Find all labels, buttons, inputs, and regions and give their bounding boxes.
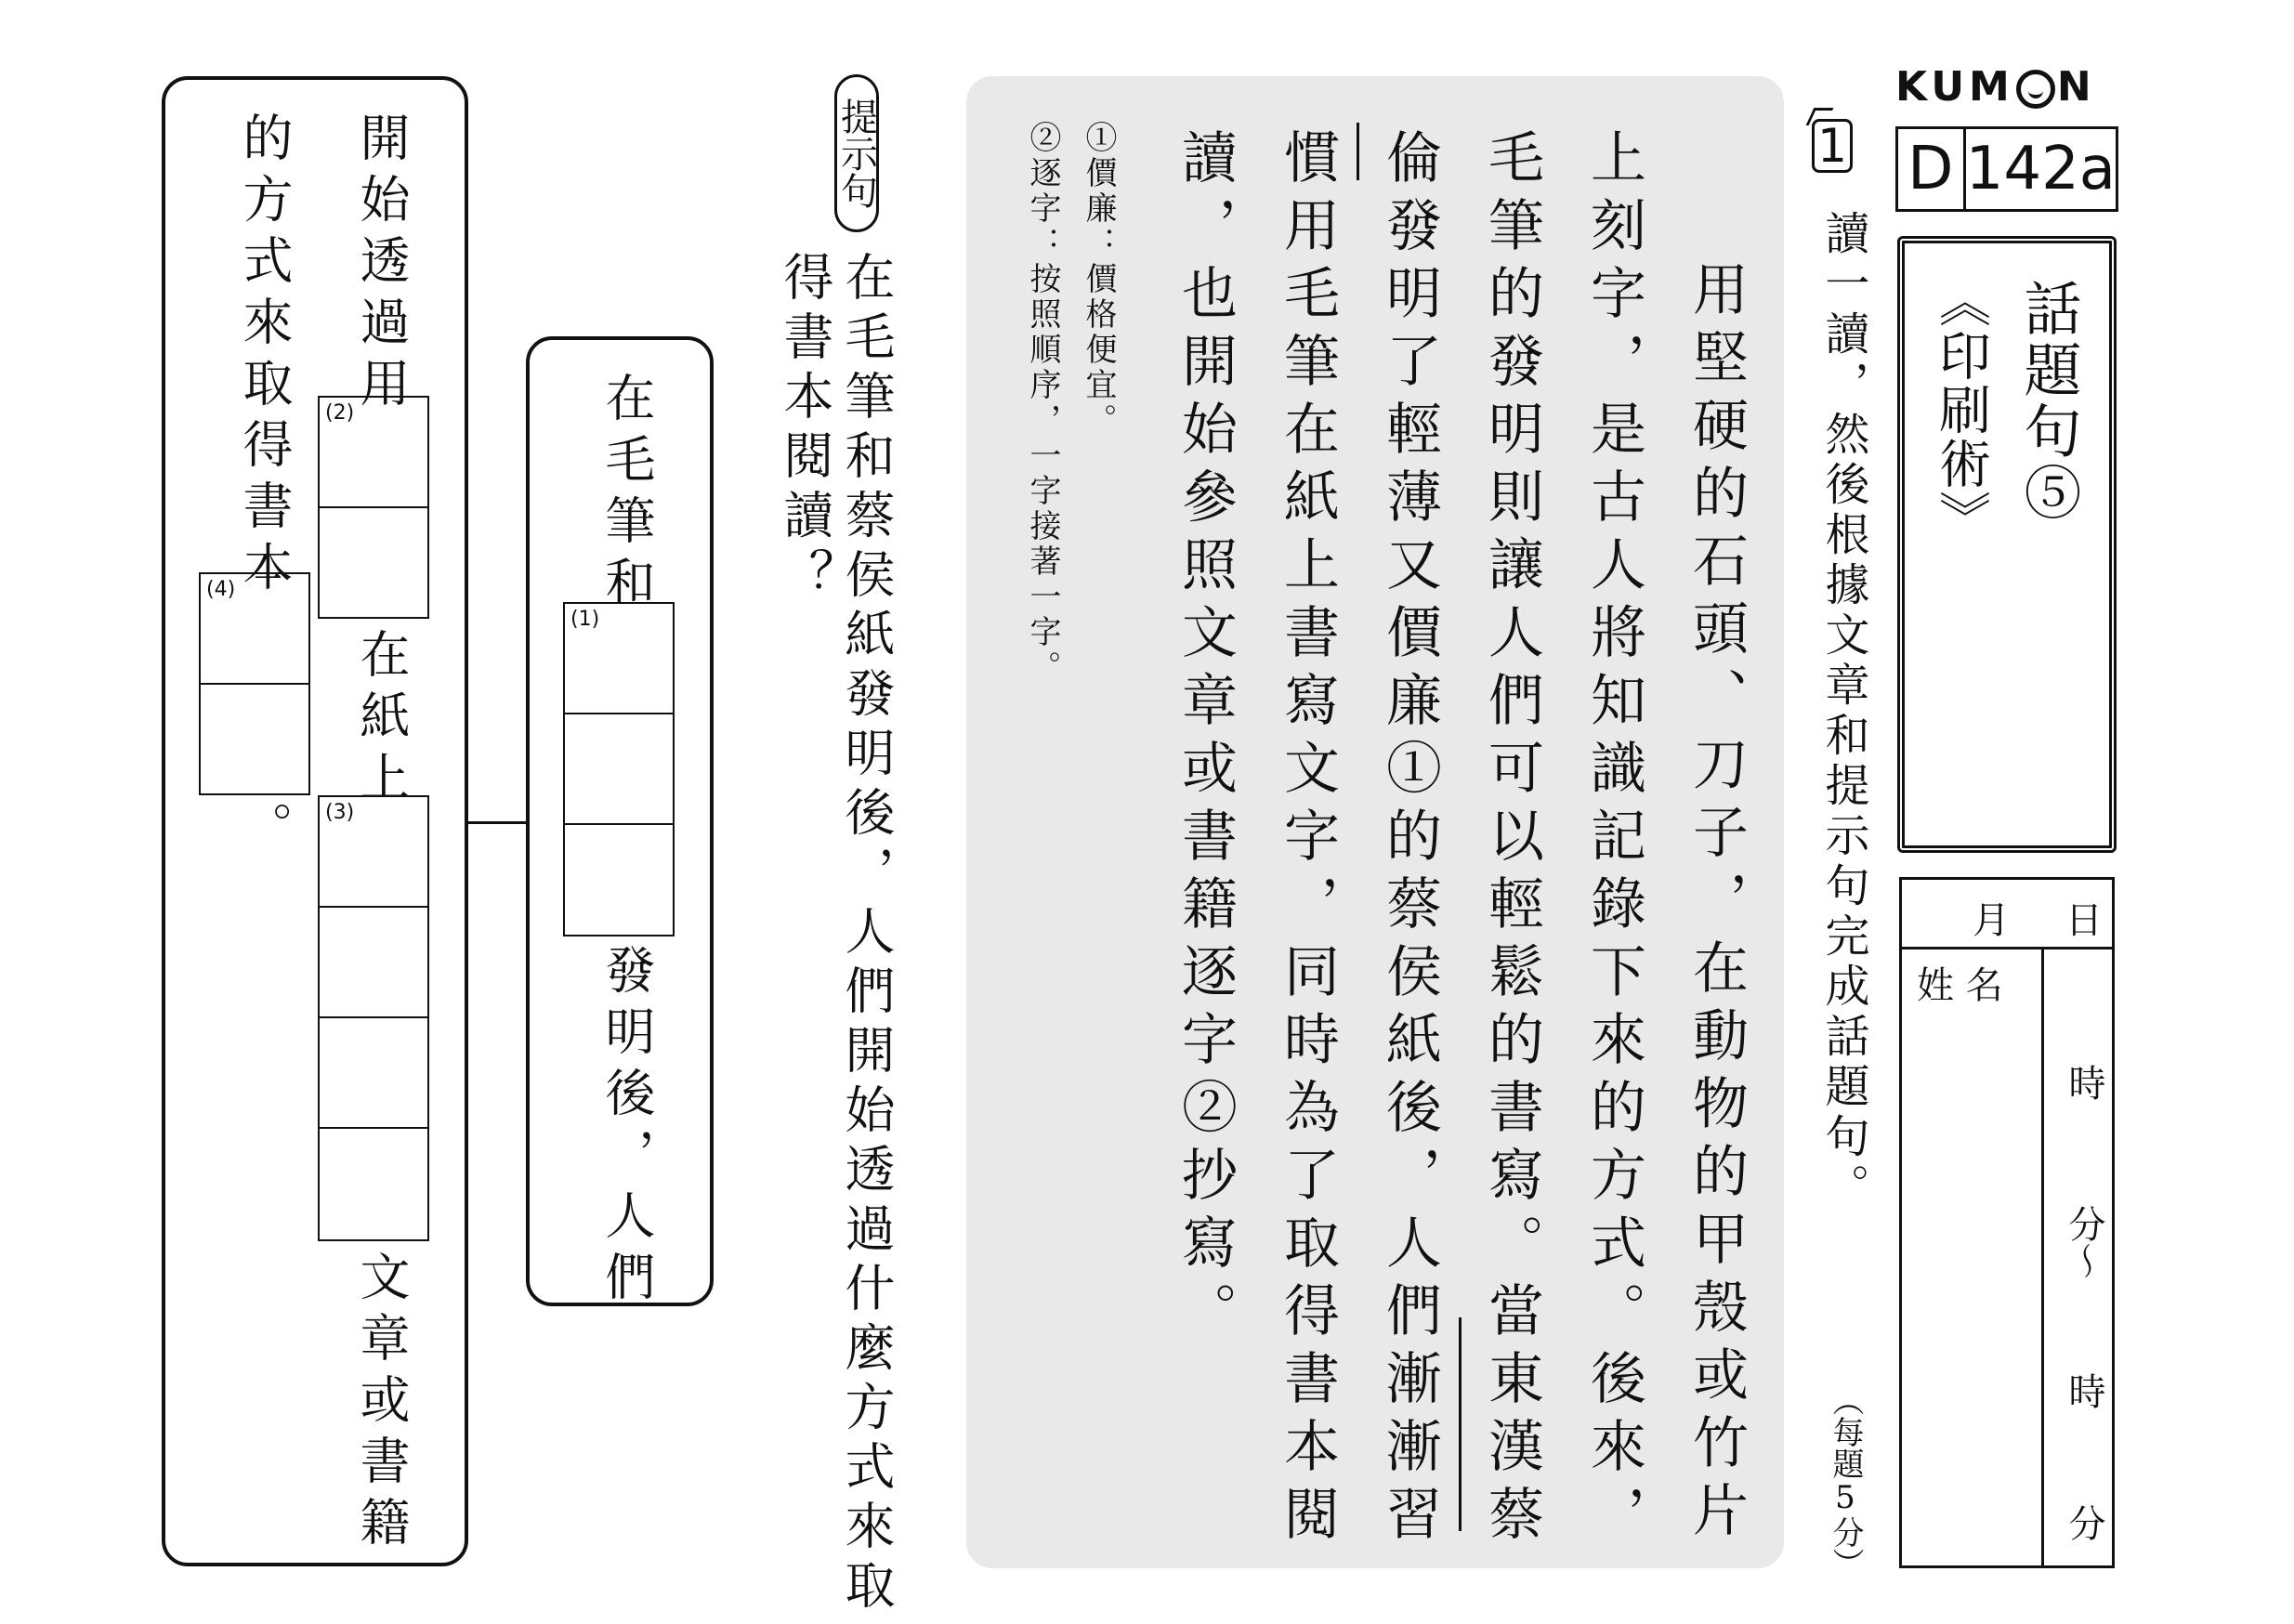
passage-line-1: 用堅硬的石頭、刀子，在動物的甲殼或竹片 (1684, 260, 1749, 1549)
blank-3[interactable] (318, 795, 429, 1241)
logo-smile-icon (2016, 70, 2055, 109)
blank-cell[interactable] (320, 508, 427, 619)
connector-line (468, 821, 526, 824)
blank-1-tag: (1) (570, 608, 600, 631)
end-hour-label: 時 (2063, 1372, 2105, 1409)
name-label: 姓 名 (1917, 964, 2003, 1007)
worksheet-subtitle: 《印刷術》 (1931, 275, 1991, 544)
worksheet-title: 話題句⑤ (2014, 279, 2082, 524)
answer2-col2: 的方式來取得書本 (235, 111, 294, 602)
footnote-1: ①價廉：價格便宜。 (1080, 121, 1117, 439)
hint-badge: 提示句 (834, 74, 879, 232)
answer2-col1-mid: 在紙上 (352, 628, 411, 812)
blank-1[interactable] (563, 602, 675, 936)
passage-line-3: 毛筆的發明則讓人們可以輕鬆的書寫。當東漢蔡 (1479, 128, 1544, 1552)
blank-3-tag: (3) (325, 801, 355, 824)
blank-cell[interactable] (320, 1129, 427, 1239)
blank-4-tag: (4) (206, 578, 236, 601)
answer1-before: 在毛筆和 (597, 372, 656, 617)
passage-line-4: 倫發明了輕薄又價廉①的蔡侯紙後，人們漸漸習 (1377, 128, 1442, 1552)
answer1-after: 發明後，人們 (597, 944, 656, 1312)
passage-line-6: 讀，也開始參照文章或書籍逐字②抄寫。 (1173, 128, 1238, 1349)
footnote-2: ②逐字：按照順序，一字接著一字。 (1024, 121, 1061, 686)
answer2-col1-end: 文章或書籍 (352, 1251, 411, 1557)
level-letter: D (1898, 129, 1966, 209)
blank-2-tag: (2) (325, 401, 355, 425)
proper-noun-underline-2 (1357, 123, 1359, 180)
question-instruction: 讀一讀，然後根據文章和提示句完成話題句。 (1817, 210, 1869, 1213)
blank-cell[interactable] (565, 825, 673, 936)
start-minute-label: 分～ (2063, 1205, 2105, 1279)
proper-noun-underline (1459, 1317, 1462, 1531)
blank-cell[interactable] (320, 1018, 427, 1129)
logo-text-pre: KUM (1895, 63, 2014, 111)
start-hour-label: 時 (2063, 1064, 2105, 1101)
worksheet-code (1895, 126, 2118, 212)
kumon-logo (1895, 63, 2096, 111)
passage-line-2: 上刻字，是古人將知識記錄下來的方式。後來， (1581, 128, 1646, 1552)
date-row (1902, 880, 2112, 950)
date-divider (2041, 947, 2044, 1565)
hint-line-1: 在毛筆和蔡侯紙發明後，人們開始透過什麼方式來取 (837, 251, 896, 1618)
blank-cell[interactable] (320, 908, 427, 1018)
day-label: 日 (2065, 899, 2103, 942)
blank-cell[interactable] (201, 685, 308, 795)
points-note: （每題5分） (1827, 1384, 1864, 1579)
date-name-box (1899, 877, 2115, 1568)
hint-line-2: 得書本閱讀？ (776, 251, 834, 608)
sheet-number: 142a (1965, 135, 2116, 203)
answer2-col1-start: 開始透過用 (352, 111, 411, 418)
end-minute-label: 分 (2063, 1504, 2105, 1541)
answer2-period: 。 (235, 801, 294, 862)
blank-4[interactable] (199, 572, 310, 795)
blank-cell[interactable] (565, 714, 673, 825)
month-label: 月 (1973, 899, 2010, 942)
passage-line-5: 慣用毛筆在紙上書寫文字，同時為了取得書本閱 (1275, 128, 1340, 1552)
logo-text-post: N (2056, 63, 2096, 111)
blank-2[interactable] (318, 396, 429, 619)
question-number: 1 (1812, 119, 1853, 173)
